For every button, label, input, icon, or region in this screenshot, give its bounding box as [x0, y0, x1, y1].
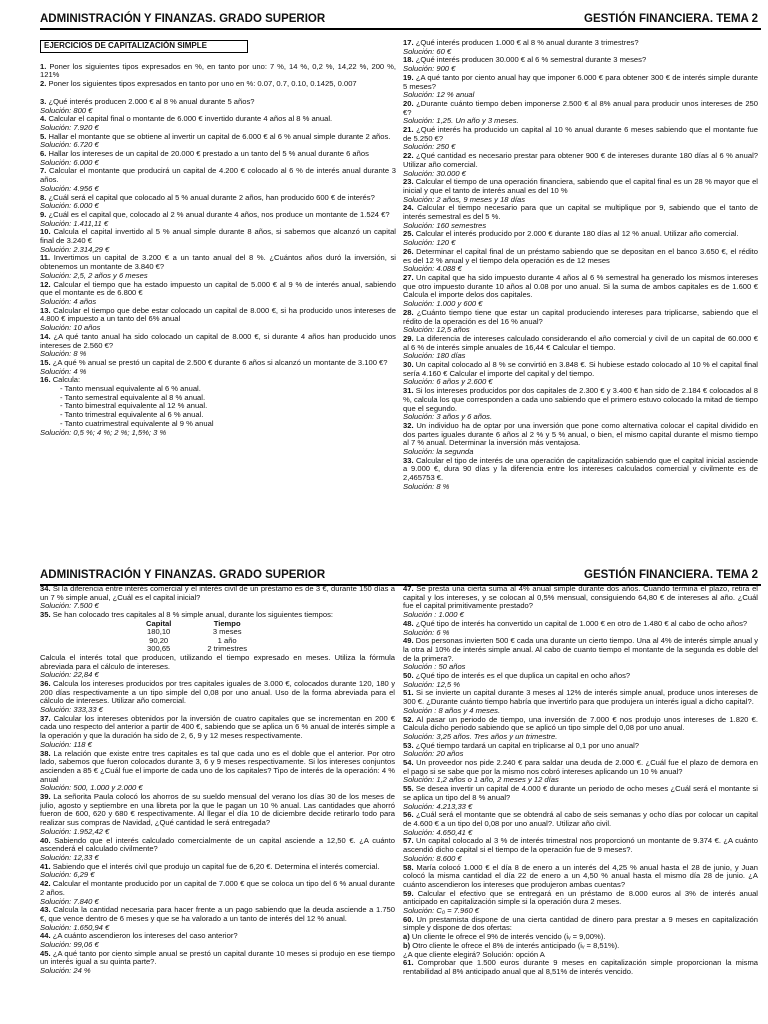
exercise-item — [40, 333, 396, 350]
exercise-text: ¿Cuál es el capital que, colocado al 2 % anual durante 4 años, nos produce un montante de 1.524 €? — [48, 209, 390, 219]
exercise-text: La relación que existe entre tres capitales es tal que cada uno es el doble que el anterior. Por otro lado, sabemos que fueron colocados durante 3, 6 y 9 meses respectivamente. Si los intereses conjuntos ascienden a 85 € ¿Cuál fue el importe de cada uno de los capitales? Tipo de interés de la operación: 4 % anual — [40, 748, 395, 784]
exercise-item — [40, 80, 396, 89]
exercise-number: 26. — [403, 246, 414, 256]
bullet-item: - Tanto trimestral equivalente al 6 % anual. — [60, 410, 204, 420]
exercise-item — [403, 100, 758, 117]
exercise-number: 36. — [40, 678, 51, 688]
exercise-text: Calcula: — [52, 375, 81, 385]
header-left-title: ADMINISTRACIÓN Y FINANZAS. GRADO SUPERIOR — [40, 13, 326, 25]
exercise-item — [403, 361, 758, 378]
table-cell: 3 meses — [212, 627, 242, 637]
exercise-text: ¿A qué tanto por ciento simple anual se prestó un capital durante 10 meses si produjo en ese tiempo un interés igual a su quinta parte?. — [40, 948, 395, 967]
exercise-text: Se presta una cierta suma al 4% anual simple durante dos años. Cuando termina el plazo, retira el capital y los intereses, y se colocan al 0,5% mensual, consiguiendo 64,80 € de intereses al año. ¿Cuál fue el capital primitivamente prestado? — [403, 584, 758, 611]
exercise-text: María colocó 1.000 € el día 8 de enero a un interés del 4,25 % anual hasta el 28 de junio, y Juan colocó la misma cantidad el día 22 de enero a un 4,50 % anual hasta el mismo día 28 de junio. ¿A cuánto ascendieron los intereses que produjeron ambas cuentas? — [403, 862, 758, 889]
exercise-item — [403, 39, 758, 48]
solution-text: Solución: 12,5 años — [403, 325, 470, 335]
exercise-item — [403, 811, 758, 828]
exercise-number: 15. — [40, 357, 51, 367]
solution-text: Solución: 99,06 € — [40, 940, 99, 950]
page-header — [40, 12, 761, 30]
section-title: EJERCICIOS DE CAPITALIZACIÓN SIMPLE — [40, 40, 248, 53]
exercise-item — [403, 152, 758, 169]
table-cell: 2 trimestres — [207, 644, 247, 654]
exercise-number: 57. — [403, 836, 414, 846]
exercise-number: 4. — [40, 114, 47, 124]
exercise-item — [403, 457, 758, 483]
solution-text: Solución: 500, 1.000 y 2.000 € — [40, 783, 143, 793]
exercise-text: Otro cliente le ofrece el 8% de interés anticipado (iᵥ = 8,51%). — [412, 940, 620, 950]
exercise-item — [403, 126, 758, 143]
exercise-text: Un capital colocado al 3 % de interés trimestral nos proporcionó un montante de 9.374 €. ¿A cuánto ascendió dicho capital si el tiempo de la operación fue de 9 meses?. — [403, 836, 758, 855]
exercise-item — [403, 309, 758, 326]
exercise-text: Determinar el capital final de un préstamo sabiendo que se depositan en el banco 3.650 €, el rédito es del 12 % anual y el tiempo dela operación es de 12 meses — [403, 246, 758, 265]
solution-text: Solución : 1.000 € — [403, 610, 464, 620]
capital-table — [128, 620, 265, 654]
exercise-text: Un capital colocado al 8 % se convirtió en 3.848 €. Si hubiese estado colocado al 10 % el capital final sería 4.160 € Calcular el importe del capital y del tiempo. — [403, 360, 758, 378]
solution-text: Solución: 12 % anual — [403, 90, 475, 100]
exercise-text: Calcula el capital invertido al 5 % anual simple durante 8 años, si sabemos que alcanzó un capital final de 3.240 € — [40, 227, 396, 246]
solution-text: Solución: 12,33 € — [40, 852, 99, 862]
exercise-text: Invertimos un capital de 3.200 € a un tanto anual del 8 %. ¿Cuántos años duró la inversión, si obtenemos un montante de 3.840 €? — [40, 253, 396, 272]
exercise-item — [403, 620, 758, 629]
exercise-item — [40, 98, 396, 107]
exercise-text: Calcular el tiempo de una operación financiera, sabiendo que el capital final es un 28 % mayor que el inicial y que el tanto de interés anual es del 10 % — [403, 177, 758, 195]
exercise-text: Calcular el montante producido por un capital de 7.000 € que se coloca un tipo del 6 % anual durante 2 años. — [40, 879, 395, 897]
exercise-number: 31. — [403, 386, 414, 396]
exercise-text: ¿Cuál será el montante que se obtendrá al cabo de seis semanas y ocho días por colocar un capital de 4.600 € a un tipo del 0,08 por uno anual?. Utilizar año civil. — [403, 810, 758, 828]
exercise-number: 43. — [40, 905, 51, 915]
exercise-item — [40, 906, 395, 923]
exercise-text: Calcula la cantidad necesaria para hacer frente a un pago sabiendo que la deuda asciende a 1.750 €, que vence dentro de 6 meses y que se ha valorado a un tanto de interés del 12 % anual. — [40, 905, 395, 923]
solution-text: Solución: 30.000 € — [403, 168, 466, 178]
exercise-item — [403, 230, 758, 239]
solution-text: Solución: 160 semestres — [403, 220, 487, 230]
solution-text: Solución: 120 € — [403, 238, 456, 248]
table-header: Tiempo — [213, 618, 241, 628]
exercise-number: 44. — [40, 931, 51, 941]
exercise-number: 37. — [40, 713, 51, 723]
exercise-text: ¿Qué tipo de interés ha convertido un capital de 1.000 € en otro de 1.480 € al cabo de ocho años? — [415, 618, 748, 628]
exercise-text: ¿Qué tipo de interés es el que duplica un capital en ocho años? — [415, 671, 631, 681]
solution-text: Solución: 20 años — [403, 749, 464, 759]
exercise-text: La diferencia de intereses calculado considerando el año comercial y civil de un capital de 60.000 € al 6 % de interés simple anuales de 16,44 € Calcular el tiempo. — [403, 333, 758, 352]
exercise-item — [403, 74, 758, 91]
solution-text: Solución: C₀ = 7.960 € — [403, 906, 480, 916]
exercise-item — [40, 950, 395, 967]
exercise-item — [403, 335, 758, 352]
exercise-number: 25. — [403, 229, 414, 239]
exercise-item — [403, 585, 758, 611]
exercise-item — [40, 63, 396, 80]
exercise-text: ¿A qué % anual se prestó un capital de 2.500 € durante 6 años si alcanzó un montante de 3.100 €? — [52, 357, 388, 367]
exercise-text: ¿Durante cuánto tiempo deben imponerse 2.500 € al 8% anual para producir unos intereses de 250 €? — [403, 98, 758, 117]
solution-text: Solución: 10 años — [40, 323, 101, 333]
table-cell: 90,20 — [149, 635, 169, 645]
exercise-number: 5. — [40, 131, 47, 141]
exercise-number: 8. — [40, 192, 47, 202]
exercise-number: 38. — [40, 748, 51, 758]
exercise-item — [40, 715, 395, 741]
exercise-list — [40, 63, 396, 385]
exercise-text: Comprobar que 1.500 euros durante 9 meses en capitalización simple proporcionan la misma rentabilidad al 8% anticipado anual que al 8,51% de interés vencido. — [403, 958, 758, 976]
exercise-text: ¿A que cliente elegirá? Solución: opción A — [403, 949, 545, 959]
exercise-number: 41. — [40, 861, 51, 871]
exercise-item — [403, 274, 758, 300]
bullet-list — [40, 385, 396, 429]
header-left-title: ADMINISTRACIÓN Y FINANZAS. GRADO SUPERIOR — [40, 569, 326, 581]
exercise-number: 2. — [40, 79, 47, 89]
solution-text: Solución: 2 años, 9 meses y 18 días — [403, 194, 525, 204]
table-cell: 300,65 — [147, 644, 171, 654]
exercise-text: Sabiendo que el interés calculado comercialmente de un capital asciende a 12,50 €. ¿A cuánto ascenderá el calculado civilmente? — [40, 835, 395, 854]
document-page-2 — [0, 556, 768, 1024]
solution-text: Solución : 8 años y 4 meses. — [403, 705, 501, 715]
exercise-number: 51. — [403, 688, 414, 698]
exercise-number: 61. — [403, 958, 414, 968]
solution-text: Solución: 1,2 años o 1 año, 2 meses y 12 días — [403, 775, 559, 785]
exercise-number: 40. — [40, 835, 51, 845]
exercise-text: ¿Qué interés producen 1.000 € al 8 % anual durante 3 trimestres? — [415, 38, 639, 47]
solution-text: Solución: 900 € — [403, 64, 456, 74]
exercise-item — [403, 178, 758, 195]
exercise-list — [403, 585, 758, 977]
exercise-item — [403, 890, 758, 907]
exercise-number: 48. — [403, 618, 414, 628]
solution-text: Solución: 2.314,29 € — [40, 244, 110, 254]
solution-text: Solución: 60 € — [403, 46, 452, 56]
solution-text: Solución: 7.920 € — [40, 122, 99, 132]
exercise-number: 22. — [403, 151, 414, 161]
exercise-number: 12. — [40, 279, 51, 289]
exercise-text: ¿Cuánto tiempo tiene que estar un capital produciendo intereses para triplicarse, sabiendo que el rédito de la operación es del 16 % anual? — [403, 307, 758, 326]
solution-text: Solución: 6.720 € — [40, 140, 99, 150]
exercise-item — [403, 916, 758, 933]
exercise-text: ¿Qué interés ha producido un capital al 10 % anual durante 6 meses sabiendo que el montante fue de 5.250 €? — [403, 125, 758, 143]
solution-text: Solución: 118 € — [40, 739, 92, 749]
exercise-number: 60. — [403, 914, 414, 924]
solution-text: Solución: 6.000 € — [40, 201, 99, 211]
exercise-number: 6. — [40, 149, 47, 159]
exercise-text: Un capital que ha sido impuesto durante 4 años al 6 % semestral ha generado los mismos intereses que otro impuesto durante 10 años al 0.08 por uno anual. Si la suma de ambos capitales es de 1.600 € Calcula el importe delos dos capitales. — [403, 272, 758, 300]
exercise-item — [40, 359, 396, 368]
exercise-number: 19. — [403, 72, 414, 82]
exercise-number: 7. — [40, 166, 47, 176]
solution-text: Solución: 1.411,11 € — [40, 218, 109, 228]
exercise-number: 28. — [403, 307, 414, 317]
exercise-number: 3. — [40, 96, 47, 106]
exercise-item — [403, 56, 758, 65]
exercise-number: 33. — [403, 455, 414, 465]
solution-text: Solución: 4.088 € — [403, 264, 462, 274]
solution-text: Solución: 2,5, 2 años y 6 meses — [40, 270, 148, 280]
exercise-text: Un proveedor nos pide 2.240 € para saldar una deuda de 2.000 €. ¿Cuál fue el plazo de demora en el pago si se sabe que por la mismo nos cobró intereses aplicando un 10 % anual? — [403, 758, 758, 776]
exercise-text: ¿Cuál será el capital que colocado al 5 % anual durante 2 años, han producido 600 € de interés? — [48, 192, 375, 202]
solution-text: Solución: 12,5 % — [403, 679, 460, 689]
solution-text: Solución: 1.000 y 600 € — [403, 299, 483, 309]
bullet-item: - Tanto semestral equivalente al 8 % anual. — [60, 392, 206, 402]
bullet-item: - Tanto cuatrimestral equivalente al 9 % anual — [60, 418, 214, 428]
exercise-text: ¿Qué interés producen 2.000 € al 8 % anual durante 5 años? — [48, 96, 255, 106]
exercise-number: 56. — [403, 810, 414, 820]
exercise-number: 59. — [403, 888, 414, 898]
header-right-title: GESTIÓN FINANCIERA. TEMA 2 — [584, 569, 758, 581]
solution-text: Solución: 7.500 € — [40, 601, 99, 611]
exercise-item — [403, 716, 758, 733]
solution-text: Solución: la segunda — [403, 447, 474, 457]
exercise-number: 17. — [403, 38, 414, 47]
exercise-text: Si se invierte un capital durante 3 meses al 12% de interés simple anual, produce unos intereses de 300 €. ¿Durante cuánto tiempo habría que invertirlo para que produjera un interés igual a dicho capital?. — [403, 688, 758, 707]
exercise-item — [40, 228, 396, 245]
exercise-number: 13. — [40, 305, 51, 315]
exercise-number: 52. — [403, 714, 414, 724]
exercise-item — [403, 248, 758, 265]
exercise-text: Si los intereses producidos por dos capitales de 2.300 € y 3.400 € han sido de 2.184 € colocados al 8 %, calcula los que corresponden a cada uno sabiendo que el primero estuvo colocado la mitad de tiempo que el segundo. — [403, 386, 758, 413]
exercise-number: 55. — [403, 784, 414, 794]
exercise-number: 20. — [403, 98, 414, 108]
exercise-number: a) — [403, 932, 410, 942]
exercise-text: Un individuo ha de optar por una inversión que pone como alternativa colocar el capital dividido en dos partes iguales durante 6 años al 2 % y 5 % anual, o bien, el mismo capital durante el mismo tiempo al 7 % anual. Determinar la inversión más ventajosa. — [403, 420, 758, 448]
exercise-item — [40, 585, 395, 602]
bullet-item: - Tanto bimestral equivalente al 12 % anual. — [60, 401, 208, 411]
exercise-number: 39. — [40, 792, 51, 802]
solution-text: Solución : 50 años — [403, 662, 466, 672]
solution-text: Solución: 6 % — [403, 627, 450, 637]
right-column — [403, 585, 758, 977]
solution-text: Solución: 1,25. Un año y 3 meses. — [403, 116, 519, 126]
solution-text: Solución: 1.650,94 € — [40, 922, 110, 932]
exercise-text: ¿Qué tiempo tardará un capital en triplicarse al 0,1 por uno anual? — [415, 740, 639, 750]
exercise-text: ¿A cuánto ascendieron los intereses del caso anterior? — [52, 931, 238, 941]
solution-text: Solución: 180 días — [403, 351, 466, 361]
left-column — [40, 40, 396, 437]
exercise-number: 1. — [40, 61, 47, 71]
exercise-text: Calcular el tiempo necesario para que un capital se multiplique por 9, sabiendo que el tanto de interés semestral es del 5 %. — [403, 203, 758, 222]
exercise-list — [40, 654, 395, 976]
exercise-text: Dos personas invierten 500 € cada una durante un cierto tiempo. Una al 4% de interés simple anual y la otra al 10% de interés simple anual. Al cabo de cuanto tiempo el montante de la segunda es doble del de la primera?. — [403, 636, 758, 663]
exercise-text: Un cliente le ofrece el 9% de interés vencido (iᵥ = 9,00%). — [411, 932, 606, 942]
exercise-number: 34. — [40, 584, 51, 593]
table-header: Capital — [146, 618, 172, 628]
exercise-number: 23. — [403, 177, 414, 187]
exercise-text: Poner los siguientes tipos expresados en tanto por uno en %: 0.07, 0.7, 0.10, 0.1425, 0.007 — [48, 79, 357, 89]
exercise-number: 32. — [403, 420, 414, 430]
exercise-item — [40, 254, 396, 271]
exercise-text: Al pasar un periodo de tiempo, una inversión de 7.000 € nos produjo unos intereses de 1.820 €. Calcula dicho periodo sabiendo que se aplicó un tipo simple del 0,08 por uno anual. — [403, 714, 758, 733]
exercise-item — [40, 880, 395, 897]
exercise-text: Se desea invertir un capital de 4.000 € durante un periodo de ocho meses ¿Cuál será el montante si se aplica un tipo del 8 % anual? — [403, 784, 758, 802]
table-cell: 180,10 — [147, 627, 171, 637]
exercise-item — [403, 837, 758, 854]
exercise-number: 14. — [40, 331, 51, 341]
exercise-text: ¿A qué tanto por ciento anual hay que imponer 6.000 € para obtener 300 € de interés simple durante 5 meses? — [403, 72, 758, 91]
exercise-text: Si la diferencia entre interés comercial y el interés civil de un préstamo es de 3 €, durante 150 días a un 7 % simple anual, ¿Cuál es el capital inicial? — [40, 584, 395, 602]
exercise-number: 11. — [40, 253, 51, 263]
exercise-text: Calcular el efectivo que se entregará en un préstamo de 8.000 euros al 3% de interés anual anticipado en capitalización simple si la operación dura 2 meses. — [403, 888, 758, 907]
exercise-item — [403, 759, 758, 776]
exercise-number: 54. — [403, 758, 414, 768]
exercise-text: Calcular los intereses obtenidos por la inversión de cuatro capitales que se incrementan en 200 € cada uno respecto del anterior a partir de 400 €, sabiendo que se aplica un 6 % anual de interés simple a la operación y que la duración ha sido de 2, 6, 9 y 12 meses respectivamente. — [40, 713, 395, 741]
solution-text: Solución: 3 años y 6 años. — [403, 412, 493, 422]
exercise-number: 9. — [40, 209, 47, 219]
exercise-number: 49. — [403, 636, 414, 646]
solution-text: Solución: 8 % — [403, 481, 450, 491]
solution-text: Solución: 4.650,41 € — [403, 827, 473, 837]
exercise-number: 29. — [403, 333, 414, 343]
solution-text: Solución: 4.956 € — [40, 183, 99, 193]
exercise-number: 18. — [403, 55, 414, 65]
exercise-item — [403, 204, 758, 221]
solution-text: Solución: 6.000 € — [40, 157, 99, 167]
solution-text: Solución: 6 años y 2.600 € — [403, 377, 493, 387]
exercise-text: Poner los siguientes tipos expresados en %, en tanto por uno: 7 %, 14 %, 0,2 %, 14,22 %, 200 %, 121% — [40, 61, 396, 80]
exercise-item — [40, 680, 395, 706]
exercise-text: Un prestamista dispone de una cierta cantidad de dinero para prestar a 9 meses en capitalización simple y dispone de dos ofertas: — [403, 914, 758, 933]
exercise-text: Calcula los intereses producidos por tres capitales iguales de 3.000 €, colocados durante 120, 180 y 200 días respectivamente a un tipo simple del 0,08 por uno anual. Uso de la forma abreviada para el cálculo de intereses. Utilizar año comercial. — [40, 678, 395, 706]
exercise-item — [403, 785, 758, 802]
exercise-number: 45. — [40, 948, 51, 958]
exercise-text: Sabiendo que el interés civil que produjo un capital fue de 6,20 €. Determina el interés comercial. — [52, 861, 380, 871]
exercise-number: 53. — [403, 740, 414, 750]
exercise-text: Calcular el capital final o montante de 6.000 € invertido durante 4 años al 8 % anual. — [48, 114, 333, 124]
exercise-text: ¿A qué tanto anual ha sido colocado un capital de 8.000 €, si durante 4 años han producido unos intereses de 2.560 €? — [40, 331, 396, 350]
solution-text: Solución: 7.840 € — [40, 896, 99, 906]
solution-text: Solución: 1.952,42 € — [40, 826, 110, 836]
solution-text: Solución: 0,5 %; 4 %; 2 %; 1,5%; 3 % — [40, 427, 167, 437]
exercise-number: 30. — [403, 360, 414, 370]
exercise-text: La señorita Paula colocó los ahorros de su sueldo mensual del verano los días 30 de los meses de julio, agosto y septiembre en una libreta por la que le pagan un 10 % anual. Las cantidades que ahorró fueron de 600, 620 y 680 € respectivamente. Al llegar el día 10 de diciembre decide retirarlo todo para realizar sus compras de Navidad, ¿Qué cantidad le será entregada? — [40, 792, 395, 828]
table-cell: 1 año — [217, 635, 237, 645]
solution-text: Solución: 22,84 € — [40, 670, 99, 680]
exercise-item — [403, 864, 758, 890]
solution-text: Solución: 24 % — [40, 966, 91, 976]
solution-text: Solución: 6,29 € — [40, 870, 95, 880]
solution-text: Solución: 8.600 € — [403, 853, 462, 863]
exercise-item — [40, 750, 395, 785]
exercise-text: ¿Qué cantidad es necesario prestar para obtener 900 € de intereses durante 180 días al 6 % anual? Utilizar año comercial. — [403, 151, 758, 169]
solution-text: Solución: 250 € — [403, 142, 456, 152]
exercise-number: 27. — [403, 272, 414, 282]
solution-text: Solución: 4 % — [40, 366, 87, 376]
exercise-number: 16. — [40, 375, 51, 385]
exercise-number: 50. — [403, 671, 414, 681]
solution-text: Solución: 333,33 € — [40, 705, 103, 715]
exercise-item — [403, 959, 758, 976]
exercise-item — [403, 387, 758, 413]
exercise-text: Calcular el montante que producirá un capital de 4.200 € colocado al 6 % de interés anual durante 3 años. — [40, 166, 396, 185]
exercise-item — [403, 422, 758, 448]
exercise-item — [40, 654, 395, 671]
left-column — [40, 585, 395, 976]
exercise-item — [403, 637, 758, 663]
right-column — [403, 39, 758, 492]
exercise-number: 42. — [40, 879, 51, 889]
exercise-item — [40, 307, 396, 324]
bullet-item: - Tanto mensual equivalente al 6 % anual. — [60, 384, 201, 394]
exercise-item — [40, 837, 395, 854]
solution-text: Solución: 3,25 años. Tres años y un trimestre. — [403, 731, 558, 741]
exercise-number: 47. — [403, 584, 414, 593]
exercise-text: Calcular el tiempo que debe estar colocado un capital de 8.000 €, si ha producido unos intereses de 4.800 € impuesto a un tanto del 6% anual — [40, 305, 396, 324]
exercise-number: 10. — [40, 227, 51, 237]
exercise-text: Hallar el montante que se obtiene al invertir un capital de 6.000 € al 6 % anual simple durante 2 años. — [48, 131, 391, 141]
exercise-item — [403, 689, 758, 706]
exercise-text: Hallar los intereses de un capital de 20.000 € prestado a un tanto del 5 % anual durante 6 años — [48, 149, 369, 159]
exercise-list — [403, 39, 758, 492]
exercise-text: Se han colocado tres capitales al 8 % simple anual, durante los siguientes tiempos: — [52, 610, 333, 620]
exercise-text: Calcula el interés total que producen, utilizando el tiempo expresado en meses. Utiliza la fórmula abreviada para el cálculo de intereses. — [40, 652, 395, 671]
exercise-number: 21. — [403, 125, 414, 135]
exercise-number: 58. — [403, 862, 414, 872]
solution-text: Solución: 4.213,33 € — [403, 801, 473, 811]
exercise-item — [40, 793, 395, 828]
exercise-text: ¿Qué interés producen 30.000 € al 6 % semestral durante 3 meses? — [415, 55, 647, 65]
solution-text: Solución: 4 años — [40, 296, 97, 306]
exercise-text: Calcular el tipo de interés de una operación de capitalización sabiendo que el capital inicial asciende a 9.000 €, dura 90 días y la diferencia entre los intereses calculados comercial y civilmente es de 2,465753 €. — [403, 455, 758, 483]
exercise-number: 35. — [40, 610, 51, 620]
exercise-text: Calcular el interés producido por 2.000 € durante 180 días al 12 % anual. Utilizar año comercial. — [415, 229, 739, 239]
exercise-number: 24. — [403, 203, 414, 213]
exercise-item — [40, 281, 396, 298]
exercise-text: Calcular el tiempo que ha estado impuesto un capital de 5.000 € al 9 % de interés anual, sabiendo que el montante es de 6.800 € — [40, 279, 396, 298]
exercise-item — [40, 167, 396, 184]
solution-text: Solución: 800 € — [40, 105, 93, 115]
solution-text: Solución: 8 % — [40, 349, 87, 359]
exercise-list — [40, 585, 395, 620]
exercise-number: b) — [403, 940, 411, 950]
header-right-title: GESTIÓN FINANCIERA. TEMA 2 — [584, 13, 758, 25]
